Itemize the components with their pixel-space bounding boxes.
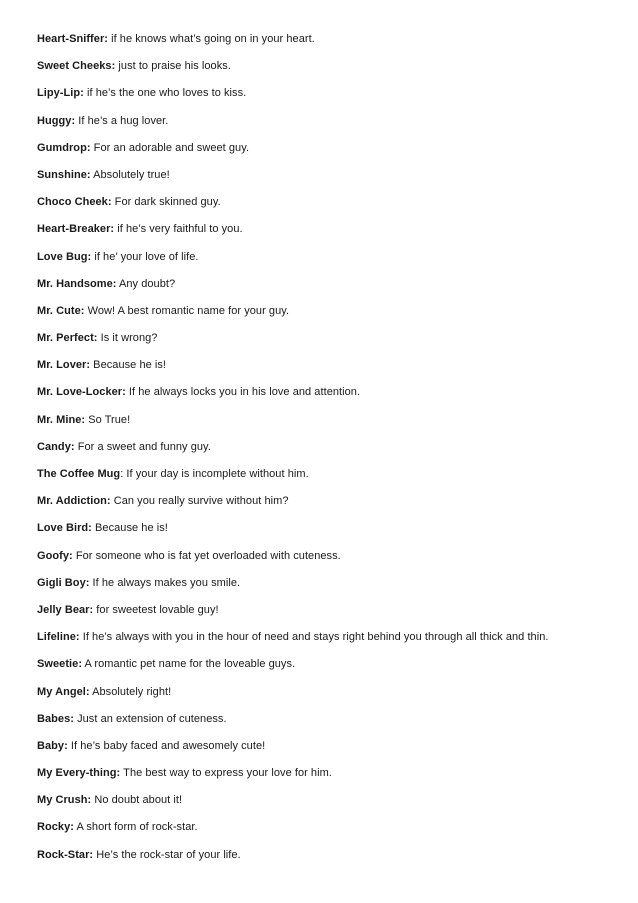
entry-description: just to praise his looks.	[115, 60, 231, 73]
entry-description: if he’s the one who loves to kiss.	[83, 87, 247, 100]
entry-description: He’s the rock-star of your life.	[93, 848, 241, 861]
entry-description: So True!	[85, 413, 131, 426]
list-item	[37, 384, 617, 411]
entry-description: A romantic pet name for the loveable guys.	[82, 658, 296, 671]
entry-description: for sweetest lovable guy!	[93, 603, 219, 616]
entry-term: Heart-Sniffer:	[37, 33, 108, 45]
entry-term: Mr. Cute:	[37, 304, 85, 317]
entry-description: Because he is!	[90, 359, 167, 372]
entry-term: Babes:	[37, 712, 74, 725]
entry-description: : If your day is incomplete without him.	[120, 468, 309, 480]
list-item	[37, 520, 617, 547]
entry-term: Gigli Boy:	[37, 576, 90, 589]
entry-term: Mr. Perfect:	[37, 332, 98, 345]
list-item	[37, 439, 617, 466]
list-item	[37, 113, 617, 140]
entry-description: No doubt about it!	[91, 794, 183, 807]
entry-term: The Coffee Mug	[37, 468, 121, 480]
list-item	[37, 493, 617, 520]
list-item	[37, 575, 617, 602]
entry-term: Candy:	[37, 440, 75, 453]
list-item	[37, 140, 617, 167]
list-item	[37, 249, 617, 276]
entry-description: Absolutely right!	[89, 685, 172, 698]
entry-description: For an adorable and sweet guy.	[90, 141, 250, 154]
entry-term: Jelly Bear:	[37, 603, 94, 616]
entry-description: For a sweet and funny guy.	[74, 440, 211, 453]
list-item	[37, 412, 617, 439]
list-item	[37, 819, 617, 846]
entry-term: Rock-Star:	[37, 848, 94, 861]
entry-term: My Crush:	[37, 794, 92, 807]
list-item	[37, 58, 617, 85]
list-item	[37, 276, 617, 303]
list-item	[37, 656, 617, 683]
list-item	[37, 847, 617, 874]
list-item	[37, 330, 617, 357]
entry-description: Is it wrong?	[97, 332, 158, 345]
entry-term: Goofy:	[37, 549, 73, 562]
entry-description: Can you really survive without him?	[110, 495, 289, 508]
list-item	[37, 629, 617, 656]
entry-term: My Angel:	[37, 685, 90, 698]
list-item	[37, 85, 617, 112]
entry-term: Sweetie:	[37, 658, 83, 671]
entry-description: If he’s always with you in the hour of need and stays right behind you through all thick and thin.	[79, 631, 549, 644]
entry-description: if he’s very faithful to you.	[114, 223, 243, 236]
entry-term: Mr. Lover:	[37, 359, 91, 372]
list-item	[37, 711, 617, 738]
entry-description: Wow! A best romantic name for your guy.	[84, 304, 290, 317]
list-item	[37, 548, 617, 575]
entry-description: If he always makes you smile.	[89, 576, 241, 589]
entry-term: Lipy-Lip:	[37, 87, 84, 100]
list-item	[37, 221, 617, 248]
entry-term: Mr. Love-Locker:	[37, 386, 126, 399]
entry-term: My Every-thing:	[37, 767, 121, 780]
entry-description: For someone who is fat yet overloaded with cuteness.	[72, 549, 341, 562]
entry-term: Heart-Breaker:	[37, 223, 115, 236]
list-item	[37, 194, 617, 221]
list-item	[37, 357, 617, 384]
list-item	[37, 765, 617, 792]
list-item	[37, 792, 617, 819]
entry-term: Baby:	[37, 739, 68, 752]
entry-description: if he knows what’s going on in your heart.	[108, 33, 315, 45]
entry-description: Absolutely true!	[90, 168, 170, 181]
document-page	[37, 31, 617, 874]
entry-description: If he’s a hug lover.	[75, 114, 169, 127]
list-item	[37, 684, 617, 711]
entry-term: Huggy:	[37, 114, 76, 127]
list-item	[37, 738, 617, 765]
entry-term: Sunshine:	[37, 168, 91, 181]
entry-description: For dark skinned guy.	[111, 196, 221, 209]
entry-description: Because he is!	[91, 522, 168, 535]
entry-term: Choco Cheek:	[37, 196, 112, 209]
entry-description: If he’s baby faced and awesomely cute!	[67, 739, 266, 752]
entry-description: if he’ your love of life.	[91, 250, 199, 263]
list-item	[37, 303, 617, 330]
entry-term: Rocky:	[37, 821, 74, 834]
entry-term: Love Bird:	[37, 522, 92, 535]
entry-term: Mr. Handsome:	[37, 277, 117, 290]
list-item	[37, 31, 617, 58]
entry-description: If he always locks you in his love and attention.	[125, 386, 361, 399]
entry-term: Lifeline:	[37, 631, 80, 644]
entry-term: Mr. Addiction:	[37, 495, 111, 508]
list-item	[37, 466, 617, 493]
entry-term: Love Bug:	[37, 250, 92, 263]
entry-description: Any doubt?	[116, 277, 176, 290]
entry-description: Just an extension of cuteness.	[73, 712, 227, 725]
entry-term: Sweet Cheeks:	[37, 60, 116, 73]
entry-term: Gumdrop:	[37, 141, 91, 154]
entry-term: Mr. Mine:	[37, 413, 86, 426]
list-item	[37, 167, 617, 194]
entry-description: A short form of rock-star.	[73, 821, 198, 834]
entry-description: The best way to express your love for him.	[120, 767, 332, 780]
list-item	[37, 602, 617, 629]
